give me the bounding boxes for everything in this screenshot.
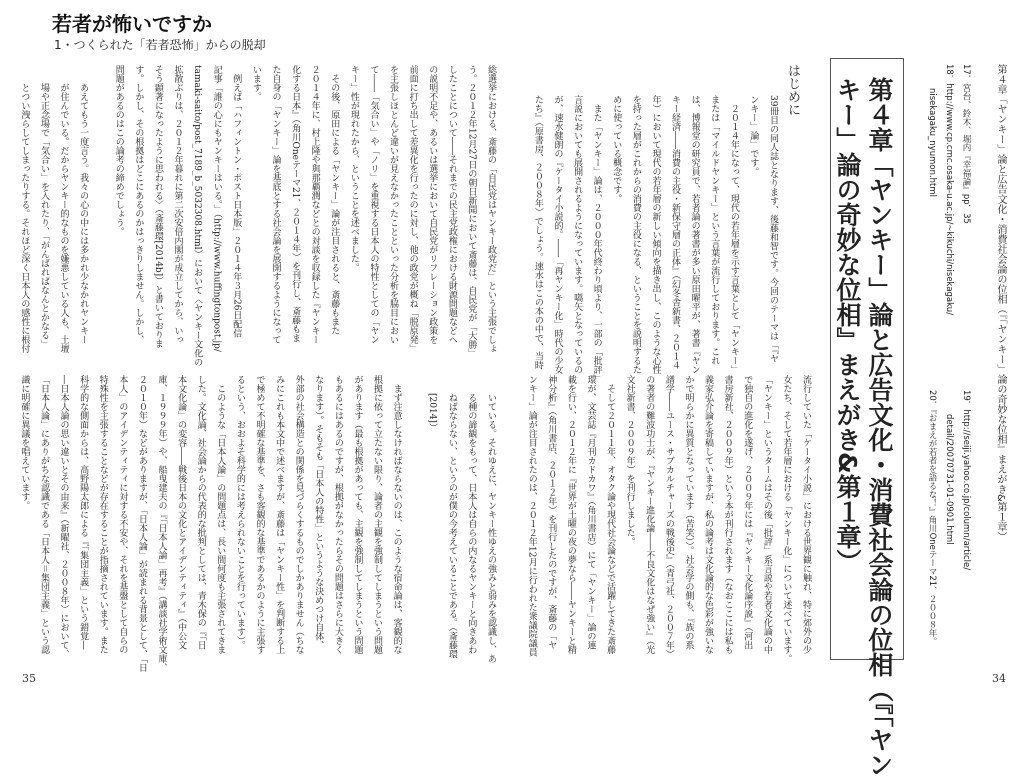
text-column: 例えば「ハフィントン・ポスト日本版」２０１４年３月26日配信 xyxy=(231,65,242,338)
text-column: 拡散ぶりは、２０１２年暮れに第二次安倍内閣が成立してから、いっ xyxy=(172,65,183,344)
text-column: ２０１０年）などがありますが、「日本人論」が読まれる背景として、「日 xyxy=(136,375,147,672)
text-column: ２０１４年に、村上隆や與那覇潤などとの対談を収録した『ヤンキー xyxy=(309,65,320,344)
text-column: す。しかし、その根拠はどこにあるのかはっきりしません。しかし、 xyxy=(133,65,144,344)
quote-column: が住んでいる。だからヤンキー的なものを嫌悪している人も、土壇 xyxy=(58,83,69,353)
text-column: を持った層がこれからの消費の主役になる、ということを説明するた xyxy=(630,95,641,374)
text-column: 科学的な側面からは、高野陽太郎による『「集団主義」という錯覚― xyxy=(78,375,89,650)
text-column: 書房新社、２００９年）という本が刊行されます（なおここには私も xyxy=(722,375,733,654)
page-number-right: 34 xyxy=(992,672,1006,685)
text-column: また「ヤンキー」論は、２０００年代終わり頃より、一部の「批評」 xyxy=(591,95,602,383)
text-columns xyxy=(527,95,782,395)
footnote-17: 17．宮台、鈴木、堀内『幸福論』pp．35 xyxy=(961,64,971,224)
text-column: 「日本人論」にありがちな認識である「日本人＝集団主義」という認 xyxy=(38,375,49,655)
text-column: 年）において現代の若年層の新しい傾向を描き出し、このような心性 xyxy=(650,95,661,374)
text-column: もあるにはあるのですが、根拠がなかったらその問題はさらに大きく xyxy=(332,375,343,654)
text-columns xyxy=(108,65,500,383)
right-bottom-body xyxy=(521,375,815,675)
text-column: めに使っている概念です。 xyxy=(611,95,622,203)
left-top-body xyxy=(14,65,500,383)
quote-column: あえてもう一度言う。我々の心の中には多かれ少なかれヤンキー xyxy=(78,83,89,344)
text-column: が、速水健朗の『ケータイ小説的。――「再ヤンキー化」時代の少女 xyxy=(552,95,563,374)
text-column: 文社新書、２００９年）を刊行しました。 xyxy=(624,375,635,546)
text-column: 義家弘介論を寄稿していますが、私の論考は文化論的な色彩が強いな xyxy=(703,375,714,654)
text-column: 女たち、そして若年層における「ヤンキー化」について述べています。 xyxy=(781,375,792,663)
footnote-18-cont[interactable]: nisekagaku_nyumon.html xyxy=(927,88,937,198)
footnote-19[interactable]: 19．http://seiji.yahoo.co.jp/column/article/ xyxy=(961,390,971,571)
book-title: 若者が怖いですか xyxy=(52,12,212,36)
text-column: があります（最も根拠があっても、主観を強制してしまうという問題 xyxy=(352,375,363,654)
text-column: 載を行い、２０１２年に『世界が土曜の夜の夢なら――ヤンキーと精 xyxy=(565,375,576,654)
page-number-left: 35 xyxy=(22,672,36,685)
book-subtitle: 1・つくられた「若者恐怖」からの脱却 xyxy=(54,38,266,52)
chapter-title-box xyxy=(830,58,904,777)
text-column: そう顕著になったように思われる〉（斎藤環[2014b]）と書いておりま xyxy=(152,65,163,349)
text-column: ２０１４年になって、現代の若年層を示す言葉として「ヤンキー」 xyxy=(728,95,739,374)
text-column: したことについて――それまでの民主党政権における財源問題などへ xyxy=(446,65,457,344)
text-column: 特殊性を主張することなどが存在することが指摘されています。また xyxy=(97,375,108,654)
chapter-title-line: キー」論の奇妙な位相』まえがき&第１章） xyxy=(833,77,862,574)
footnotes-top xyxy=(923,64,974,315)
quote-column: る種の諦観をもって、日本人は自らの内なるヤンキーと向きあわ xyxy=(466,393,477,654)
text-column: なります）。そもそも「日本人の特性」というような決めつけ自体、 xyxy=(313,375,324,650)
text-column: 言説においても展開されるようになっています。嚆矢となっているの xyxy=(572,95,583,374)
text-column: または「マイルドヤンキー」という言葉が流行しております。これ xyxy=(709,95,720,365)
text-column: その後、原田による「ヤンキー」論が注目されると、斎藤もまた xyxy=(329,65,340,335)
text-column: ンキー」論」です。 xyxy=(748,95,759,176)
text-column: tamaki-saito/post_7189_b_5032308.html）において〈ヤンキー文化の xyxy=(192,65,203,367)
text-column: 前面に打ち出して差異化を行ったのに対し、他の政党が概ね「脱原発」 xyxy=(407,65,418,353)
text-column: キー経済――消費の主役・新保守層の正体』（幻冬舎新書、２０１４ xyxy=(670,95,681,370)
text-column: かで明らかに異質となっています（苦笑））。社会学の側も、『族の系 xyxy=(683,375,694,650)
text-column: 環が、文芸誌『月刊カドカワ』（角川書店）にて「ヤンキー」論の連 xyxy=(585,375,596,650)
text-column: 化する日本』（角川Oneテーマ21、２０１４年）を刊行し、斎藤もま xyxy=(290,65,301,343)
text-column: を主張しほとんど違いが見えなかったことといった分析を脇目におい xyxy=(388,65,399,344)
text-column: ―日本人論の思い違いとその由来』（新曜社、２００８年）において、 xyxy=(58,375,69,659)
quote-column: とつい洩らしてしまったりする。それほど深く日本人の感性に根付 xyxy=(19,83,30,353)
text-column: 識に明確に異議を唱えています。 xyxy=(19,375,30,510)
text-column: このような「日本人論」の問題点は、長い間何度も主張されてきま xyxy=(215,375,226,654)
text-column: 39冊目の同人誌となります、後藤和智です。今回のテーマは「『ヤ xyxy=(768,95,778,363)
text-column: 流行していた「ケータイ小説」における世界観に触れ、特に郊外の少 xyxy=(801,375,811,654)
footnotes-bottom xyxy=(923,390,974,646)
text-column: 譜学――ユース・サブカルチャーズの戦後史』（青弓社、２００７年） xyxy=(663,375,674,659)
text-column: う。２０１２年12月27日の朝日新聞において斎藤は、自民党が「大勝」 xyxy=(466,65,477,358)
text-column: の著者の難波功士が、『ヤンキー進化論――不良文化はなぜ強い』（光 xyxy=(644,375,655,654)
text-column: 庫、１９９９年）や、船曳建夫の『「日本人論」再考』（講談社学術文庫、 xyxy=(156,375,167,672)
text-column: まず注意しなければならないのは、このような宿命論は、客観的な xyxy=(391,375,402,654)
text-column: 本文化論」の変容――戦後日本の文化とアイデンティティ』（中公文 xyxy=(176,375,187,650)
footnote-20: 20．『おまえが若者を語るな！』角川Oneテーマ21、２００８年。 xyxy=(927,390,937,646)
text-column: た自身の「ヤンキー」論を基底とする社会論を展開するようになって xyxy=(270,65,281,344)
quote-columns xyxy=(422,375,500,693)
text-column: みにこれも本文中で述べますが、斎藤は「ヤンキー性」を判断する上 xyxy=(274,375,285,654)
text-column: ンキー」論が注目されたのは、２０１２年12月に行われた衆議院議員 xyxy=(526,375,537,657)
text-column: 記事「誰の心にもヤンキーはいる。」（http://www.huffingtonpost.jp/ xyxy=(211,65,222,352)
text-column: います。 xyxy=(250,65,261,101)
quote-columns xyxy=(14,65,92,383)
text-columns xyxy=(521,375,815,675)
text-column: 本人」のアイデンティティに対する不安や、それを基盤として自らの xyxy=(117,375,128,654)
text-column: 「ヤンキー」というタームはその後「批評」系言説や若者文化論の中 xyxy=(761,375,772,654)
quote-column: いている。それゆえに、ヤンキー性ゆえの強みと弱みを認識し、あ xyxy=(486,393,496,663)
section-heading: はじめに xyxy=(785,64,800,116)
chapter-title xyxy=(831,77,895,777)
text-column: 外部の社会構造との関係を見づらくするものでしかありません（ちな xyxy=(293,375,304,654)
text-column: は、博報堂の研究員で、若者論の著書が多い原田曜平が、著書『ヤン xyxy=(689,95,700,374)
chapter-title-line: 第４章「ヤンキー」論と広告文化・消費社会論の位相（『「ヤン xyxy=(865,77,894,777)
running-header: 第４章「ヤンキー」論と広告文化・消費社会論の位相（『「ヤンキー」論の奇妙な位相』まえがき&第１章） xyxy=(995,64,1006,542)
footnote-19-cont[interactable]: detail/20070731-01-0901.html xyxy=(944,414,954,545)
text-column: 総選挙における、斎藤の「自民党はヤンキー政党だ」という主張でしょ xyxy=(486,65,496,353)
text-column: の説明不足や、あるいは選挙において自民党がリフレーション政策を xyxy=(427,65,438,344)
text-column: で極めて不明確な基準を、さも客観的な基準であるかのように主張す xyxy=(254,375,265,654)
text-column: 問題があるのはこの論考の締めでしょう。 xyxy=(113,65,124,236)
text-column: 根拠に依って立たない限り、論者の主観を強制してしまうという問題 xyxy=(372,375,383,654)
text-column: キー」性が現れたから、ということを述べました。 xyxy=(348,65,359,272)
text-column: そして２０１１年、オタク論や現代社会論などで活躍してきた斎藤 xyxy=(605,375,616,654)
footnote-18[interactable]: 18．http://www.cp.cmc.osaka-u.ac.jp/~kikuchi/nisekagaku/ xyxy=(944,64,954,316)
text-column: した。文化論、社会論からの代表的な批判としては、青木保の『「日 xyxy=(195,375,206,650)
text-columns xyxy=(14,375,406,693)
text-column: たち』（原書房、２００８年）でしょう。速水はこの本の中で、当時 xyxy=(532,95,543,370)
quote-column: 場や正念場で「気合い」を入れたり、「がんばればなんとかなる」 xyxy=(38,83,49,349)
text-column: で独自の進化を遂げ、２００９年には『ヤンキー文化論序説』（河出 xyxy=(742,375,753,650)
quote-column: ねばならない、というのが僕の今考えていることである。（斎藤環 xyxy=(446,393,457,659)
text-column: 神分析』（角川書店、２０１２年）を刊行したのですが、斎藤の「ヤ xyxy=(546,375,557,650)
left-bottom-body xyxy=(14,375,500,693)
text-column: るという、おおよそ科学的には考えられないことを行っています）。 xyxy=(234,375,245,650)
quote-column: [2014]） xyxy=(427,393,438,432)
text-column: て――「気合い」や「ノリ」を重視する日本人の特性としての「ヤン xyxy=(368,65,379,344)
right-top-body xyxy=(527,95,782,395)
